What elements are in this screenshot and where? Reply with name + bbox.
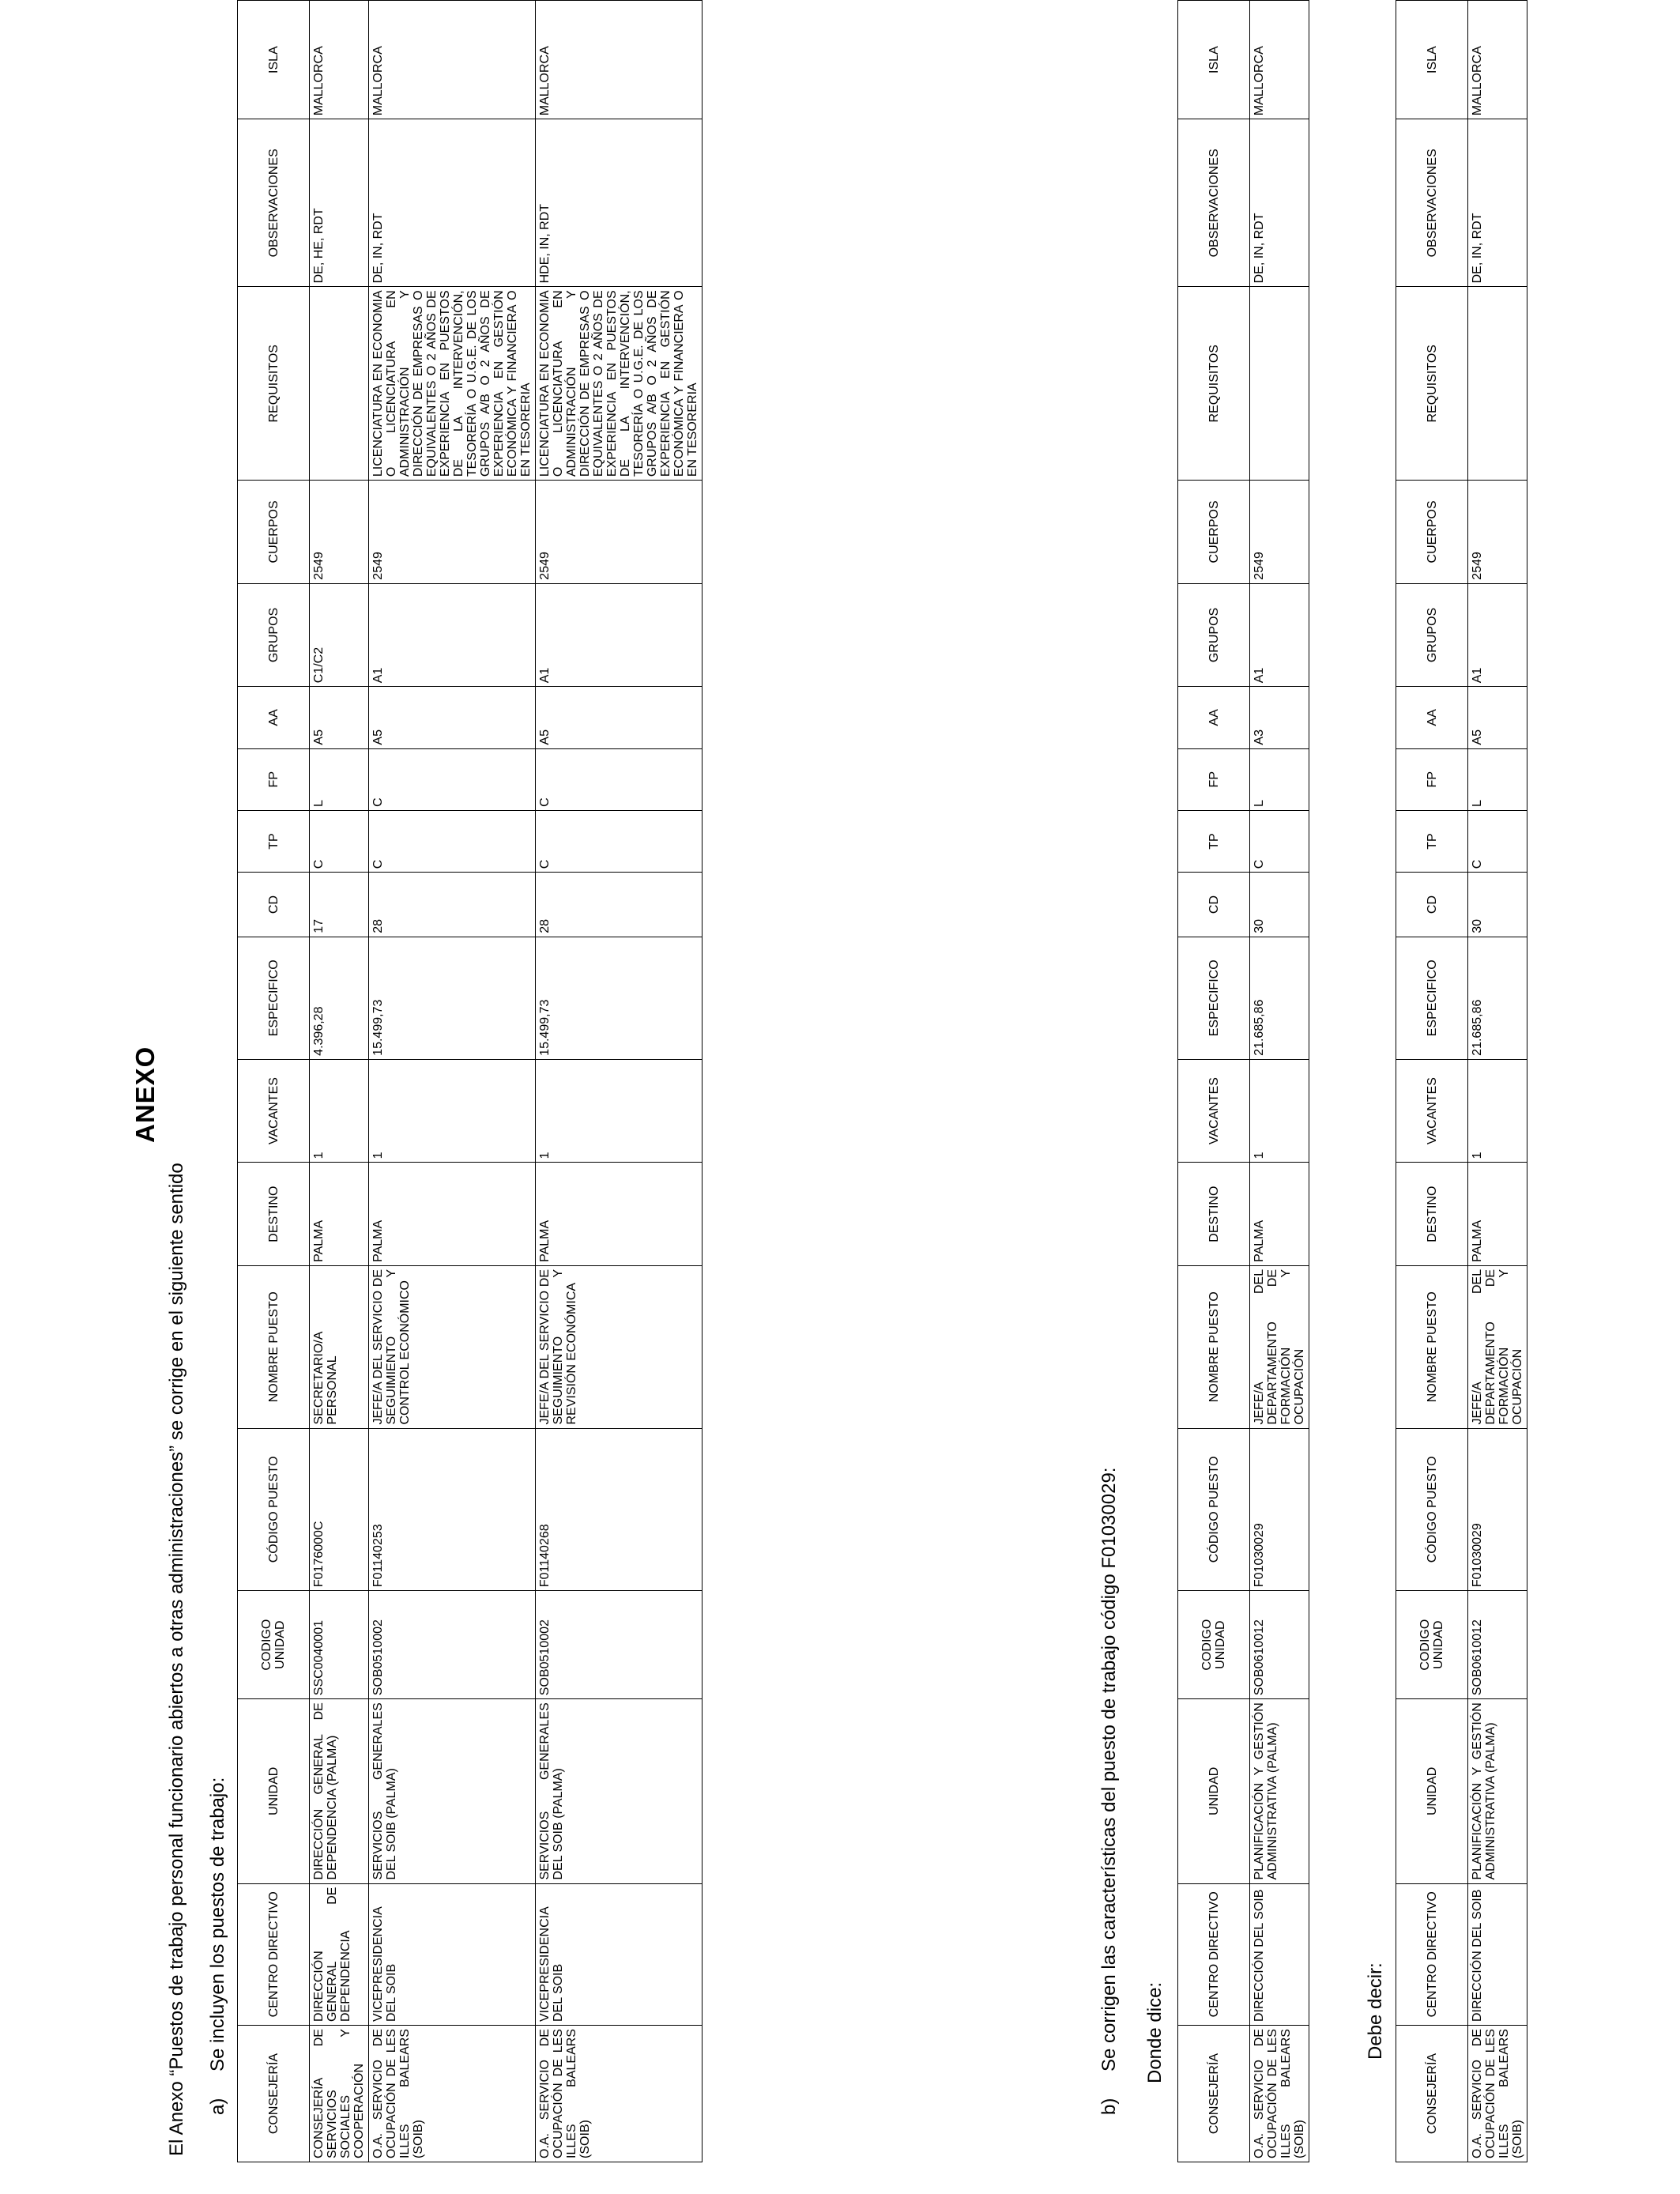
header-grupos: GRUPOS	[238, 583, 310, 687]
table-body	[1250, 1, 1309, 2162]
cell-aa: A5	[310, 687, 369, 748]
cell-centro-directivo: DIRECCIÓN DEL SOIB	[1468, 1883, 1527, 2026]
header-isla: ISLA	[1178, 1, 1250, 119]
cell-tp: C	[1468, 810, 1527, 872]
header-destino: DESTINO	[238, 1163, 310, 1266]
header-codigo-unidad: CODIGO UNIDAD	[1178, 1591, 1250, 1699]
header-cuerpos: CUERPOS	[1396, 481, 1468, 584]
table-included-positions	[237, 0, 703, 2162]
header-grupos: GRUPOS	[1178, 583, 1250, 687]
section-b-letter: b)	[1098, 2098, 1120, 2115]
table-row	[536, 1, 703, 2162]
section-a-letter: a)	[207, 2098, 228, 2115]
header-requisitos: REQUISITOS	[1178, 287, 1250, 481]
header-tp: TP	[1178, 810, 1250, 872]
cell-isla: MALLORCA	[1468, 1, 1527, 119]
cell-isla: MALLORCA	[536, 1, 703, 119]
header-isla: ISLA	[238, 1, 310, 119]
table-donde-dice	[1177, 0, 1309, 2162]
header-grupos: GRUPOS	[1396, 583, 1468, 687]
cell-codigo-unidad: SOB0610012	[1250, 1591, 1309, 1699]
cell-fp: L	[1468, 748, 1527, 810]
section-a-text: Se incluyen los puestos de trabajo:	[207, 1777, 228, 2071]
cell-codigo-unidad: SOB0510002	[369, 1591, 536, 1699]
cell-tp: C	[1250, 810, 1309, 872]
cell-codigo-unidad: SOB0510002	[536, 1591, 703, 1699]
cell-nombre-puesto: JEFE/A DEL DEPARTAMENTO DE FORMACIÓN Y OCUPACIÓN	[1468, 1265, 1527, 1428]
cell-cd: 30	[1468, 873, 1527, 937]
cell-codigo-puesto: F01030029	[1250, 1428, 1309, 1591]
cell-especifico: 15.499,73	[536, 937, 703, 1059]
cell-centro-directivo: DIRECCIÓN GENERAL DE DEPENDENCIA	[310, 1883, 369, 2026]
cell-cd: 30	[1250, 873, 1309, 937]
cell-observaciones: DE, IN, RDT	[1250, 119, 1309, 287]
cell-destino: PALMA	[310, 1163, 369, 1266]
cell-centro-directivo: VICEPRESIDENCIA DEL SOIB	[369, 1883, 536, 2026]
cell-aa: A5	[1468, 687, 1527, 748]
cell-nombre-puesto: JEFE/A DEL DEPARTAMENTO DE FORMACIÓN Y OCUPACIÓN	[1250, 1265, 1309, 1428]
cell-destino: PALMA	[536, 1163, 703, 1266]
header-cd: CD	[238, 873, 310, 937]
header-vacantes: VACANTES	[1396, 1059, 1468, 1163]
cell-nombre-puesto: SECRETARIO/A PERSONAL	[310, 1265, 369, 1428]
cell-especifico: 4.396,28	[310, 937, 369, 1059]
cell-consejeria: O.A. SERVICIO DE OCUPACIÓN DE LES ILLES BALEARS (SOIB)	[369, 2026, 536, 2162]
header-codigo-unidad: CODIGO UNIDAD	[1396, 1591, 1468, 1699]
cell-destino: PALMA	[369, 1163, 536, 1266]
cell-fp: L	[310, 748, 369, 810]
cell-cuerpos: 2549	[310, 481, 369, 584]
table-debe-decir	[1396, 0, 1527, 2162]
cell-consejeria: O.A. SERVICIO DE OCUPACIÓN DE LES ILLES BALEARS (SOIB)	[536, 2026, 703, 2162]
cell-aa: A3	[1250, 687, 1309, 748]
cell-tp: C	[310, 810, 369, 872]
cell-consejeria: O.A. SERVICIO DE OCUPACIÓN DE LES ILLES BALEARS (SOIB)	[1468, 2026, 1527, 2162]
annex-title: ANEXO	[130, 1046, 160, 1143]
header-fp: FP	[238, 748, 310, 810]
section-a	[207, 1777, 229, 2115]
header-especifico: ESPECIFICO	[1396, 937, 1468, 1059]
cell-unidad: SERVICIOS GENERALES DEL SOIB (PALMA)	[536, 1699, 703, 1883]
header-cuerpos: CUERPOS	[1178, 481, 1250, 584]
intro-paragraph: El Anexo “Puestos de trabajo personal funcionario abiertos a otras administraciones” se corrige en el siguiente sentido	[166, 1163, 187, 2156]
header-codigo-puesto: CÓDIGO PUESTO	[1178, 1428, 1250, 1591]
header-isla: ISLA	[1396, 1, 1468, 119]
header-unidad: UNIDAD	[1178, 1699, 1250, 1883]
cell-vacantes: 1	[1250, 1059, 1309, 1163]
cell-grupos: A1	[369, 583, 536, 687]
cell-centro-directivo: DIRECCIÓN DEL SOIB	[1250, 1883, 1309, 2026]
header-nombre-puesto: NOMBRE PUESTO	[1178, 1265, 1250, 1428]
cell-observaciones: HDE, IN, RDT	[536, 119, 703, 287]
header-tp: TP	[238, 810, 310, 872]
cell-cuerpos: 2549	[1468, 481, 1527, 584]
cell-requisitos	[310, 287, 369, 481]
header-unidad: UNIDAD	[238, 1699, 310, 1883]
cell-cd: 17	[310, 873, 369, 937]
cell-codigo-puesto: F0176000C	[310, 1428, 369, 1591]
cell-aa: A5	[536, 687, 703, 748]
cell-codigo-unidad: SSC0040001	[310, 1591, 369, 1699]
cell-grupos: A1	[1250, 583, 1309, 687]
cell-codigo-unidad: SOB0610012	[1468, 1591, 1527, 1699]
header-consejeria: CONSEJERÍA	[238, 2026, 310, 2162]
cell-nombre-puesto: JEFE/A DEL SERVICIO DE SEGUIMIENTO Y CONTROL ECONÓMICO	[369, 1265, 536, 1428]
cell-vacantes: 1	[369, 1059, 536, 1163]
header-especifico: ESPECIFICO	[1178, 937, 1250, 1059]
cell-cuerpos: 2549	[536, 481, 703, 584]
cell-vacantes: 1	[1468, 1059, 1527, 1163]
table-row	[1250, 1, 1309, 2162]
header-consejeria: CONSEJERÍA	[1396, 2026, 1468, 2162]
header-centro-directivo: CENTRO DIRECTIVO	[1178, 1883, 1250, 2026]
header-codigo-puesto: CÓDIGO PUESTO	[1396, 1428, 1468, 1591]
cell-isla: MALLORCA	[310, 1, 369, 119]
cell-consejeria: O.A. SERVICIO DE OCUPACIÓN DE LES ILLES BALEARS (SOIB)	[1250, 2026, 1309, 2162]
cell-centro-directivo: VICEPRESIDENCIA DEL SOIB	[536, 1883, 703, 2026]
cell-unidad: DIRECCIÓN GENERAL DE DEPENDENCIA (PALMA)	[310, 1699, 369, 1883]
cell-grupos: C1/C2	[310, 583, 369, 687]
cell-codigo-puesto: F01030029	[1468, 1428, 1527, 1591]
header-row	[1178, 1, 1250, 2162]
table-row	[369, 1, 536, 2162]
cell-requisitos: LICENCIATURA EN ECONOMIA O LICENCIATURA EN ADMINISTRACIÓN Y DIRECCIÓN DE EMPRESAS O EQUIVALENTES O 2 AÑOS DE EXPERIENCIA EN PUESTOS DE LA INTERVENCIÓN, TESORERÍA O U.G.E. DE LOS GRUPOS A/B O 2 AÑOS DE EXPERIENCIA EN GESTIÓN ECONÓMICA Y FINANCIERA O EN TESORERIA	[536, 287, 703, 481]
header-requisitos: REQUISITOS	[238, 287, 310, 481]
header-observaciones: OBSERVACIONES	[1178, 119, 1250, 287]
cell-destino: PALMA	[1468, 1163, 1527, 1266]
debe-decir-label: Debe decir:	[1365, 1962, 1386, 2060]
cell-unidad: PLANIFICACIÓN Y GESTIÓN ADMINISTRATIVA (PALMA)	[1468, 1699, 1527, 1883]
header-nombre-puesto: NOMBRE PUESTO	[1396, 1265, 1468, 1428]
header-codigo-puesto: CÓDIGO PUESTO	[238, 1428, 310, 1591]
header-vacantes: VACANTES	[238, 1059, 310, 1163]
header-aa: AA	[1178, 687, 1250, 748]
header-fp: FP	[1396, 748, 1468, 810]
cell-cd: 28	[536, 873, 703, 937]
cell-destino: PALMA	[1250, 1163, 1309, 1266]
header-observaciones: OBSERVACIONES	[238, 119, 310, 287]
header-centro-directivo: CENTRO DIRECTIVO	[1396, 1883, 1468, 2026]
cell-isla: MALLORCA	[1250, 1, 1309, 119]
cell-cuerpos: 2549	[369, 481, 536, 584]
header-cd: CD	[1178, 873, 1250, 937]
cell-fp: C	[369, 748, 536, 810]
cell-observaciones: DE, HE, RDT	[310, 119, 369, 287]
cell-requisitos	[1250, 287, 1309, 481]
header-especifico: ESPECIFICO	[238, 937, 310, 1059]
cell-unidad: PLANIFICACIÓN Y GESTIÓN ADMINISTRATIVA (PALMA)	[1250, 1699, 1309, 1883]
header-fp: FP	[1178, 748, 1250, 810]
section-b-text: Se corrigen las características del puesto de trabajo código F01030029:	[1098, 1467, 1120, 2071]
cell-observaciones: DE, IN, RDT	[369, 119, 536, 287]
cell-codigo-puesto: F01140253	[369, 1428, 536, 1591]
cell-consejeria: CONSEJERÍA DE SERVICIOS SOCIALES Y COOPERACIÓN	[310, 2026, 369, 2162]
header-cd: CD	[1396, 873, 1468, 937]
cell-isla: MALLORCA	[369, 1, 536, 119]
cell-vacantes: 1	[536, 1059, 703, 1163]
header-codigo-unidad: CODIGO UNIDAD	[238, 1591, 310, 1699]
cell-vacantes: 1	[310, 1059, 369, 1163]
cell-fp: C	[536, 748, 703, 810]
table-body	[1468, 1, 1527, 2162]
header-nombre-puesto: NOMBRE PUESTO	[238, 1265, 310, 1428]
cell-tp: C	[369, 810, 536, 872]
cell-requisitos: LICENCIATURA EN ECONOMIA O LICENCIATURA EN ADMINISTRACIÓN Y DIRECCIÓN DE EMPRESAS O EQUIVALENTES O 2 AÑOS DE EXPERIENCIA EN PUESTOS DE LA INTERVENCIÓN, TESORERÍA O U.G.E. DE LOS GRUPOS A/B O 2 AÑOS DE EXPERIENCIA EN GESTIÓN ECONÓMICA Y FINANCIERA O EN TESORERIA	[369, 287, 536, 481]
header-aa: AA	[1396, 687, 1468, 748]
cell-nombre-puesto: JEFE/A DEL SERVICIO DE SEGUIMIENTO Y REVISIÓN ECONÓMICA	[536, 1265, 703, 1428]
cell-unidad: SERVICIOS GENERALES DEL SOIB (PALMA)	[369, 1699, 536, 1883]
cell-cd: 28	[369, 873, 536, 937]
cell-grupos: A1	[536, 583, 703, 687]
header-consejeria: CONSEJERÍA	[1178, 2026, 1250, 2162]
cell-observaciones: DE, IN, RDT	[1468, 119, 1527, 287]
cell-codigo-puesto: F01140268	[536, 1428, 703, 1591]
header-aa: AA	[238, 687, 310, 748]
cell-especifico: 21.685,86	[1468, 937, 1527, 1059]
header-vacantes: VACANTES	[1178, 1059, 1250, 1163]
table-row	[310, 1, 369, 2162]
header-row	[1396, 1, 1468, 2162]
cell-fp: L	[1250, 748, 1309, 810]
cell-grupos: A1	[1468, 583, 1527, 687]
header-cuerpos: CUERPOS	[238, 481, 310, 584]
header-requisitos: REQUISITOS	[1396, 287, 1468, 481]
table-row	[1468, 1, 1527, 2162]
cell-tp: C	[536, 810, 703, 872]
header-tp: TP	[1396, 810, 1468, 872]
table-body	[310, 1, 703, 2162]
header-destino: DESTINO	[1396, 1163, 1468, 1266]
header-centro-directivo: CENTRO DIRECTIVO	[238, 1883, 310, 2026]
cell-cuerpos: 2549	[1250, 481, 1309, 584]
header-row	[238, 1, 310, 2162]
donde-dice-label: Donde dice:	[1144, 1981, 1166, 2083]
section-b	[1098, 1468, 1121, 2115]
cell-especifico: 21.685,86	[1250, 937, 1309, 1059]
cell-especifico: 15.499,73	[369, 937, 536, 1059]
cell-requisitos	[1468, 287, 1527, 481]
header-destino: DESTINO	[1178, 1163, 1250, 1266]
header-unidad: UNIDAD	[1396, 1699, 1468, 1883]
header-observaciones: OBSERVACIONES	[1396, 119, 1468, 287]
cell-aa: A5	[369, 687, 536, 748]
